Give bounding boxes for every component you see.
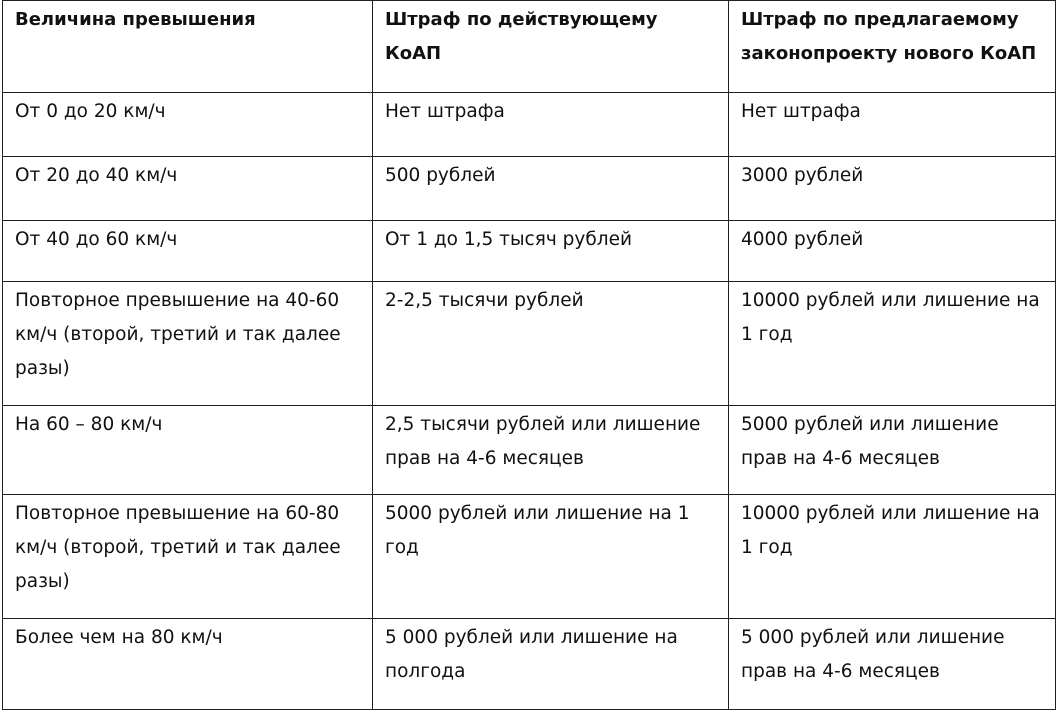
table-cell: 5000 рублей или лишение на 1 год — [373, 495, 729, 619]
table-cell: 5 000 рублей или лишение на полгода — [373, 619, 729, 710]
table-row — [3, 495, 1056, 619]
table-row — [3, 221, 1056, 282]
table-cell: Более чем на 80 км/ч — [3, 619, 373, 710]
table-cell: От 20 до 40 км/ч — [3, 157, 373, 221]
table-cell: От 40 до 60 км/ч — [3, 221, 373, 282]
table-cell: 10000 рублей или лишение на 1 год — [729, 495, 1056, 619]
table-cell: Повторное превышение на 60-80 км/ч (второй, третий и так далее разы) — [3, 495, 373, 619]
table-cell: На 60 – 80 км/ч — [3, 406, 373, 495]
header-cell-current-fine: Штраф по действующему КоАП — [373, 1, 729, 93]
table-cell: 3000 рублей — [729, 157, 1056, 221]
table-cell: Нет штрафа — [373, 93, 729, 157]
table-cell: 4000 рублей — [729, 221, 1056, 282]
table-cell: От 0 до 20 км/ч — [3, 93, 373, 157]
header-cell-proposed-fine: Штраф по предлагаемому законопроекту нового КоАП — [729, 1, 1056, 93]
table-cell: 2,5 тысячи рублей или лишение прав на 4-6 месяцев — [373, 406, 729, 495]
speeding-fines-table — [2, 0, 1056, 710]
table-row — [3, 619, 1056, 710]
table-row — [3, 157, 1056, 221]
table-cell: Повторное превышение на 40-60 км/ч (второй, третий и так далее разы) — [3, 282, 373, 406]
table-row — [3, 93, 1056, 157]
table-row — [3, 282, 1056, 406]
table-cell: 5 000 рублей или лишение прав на 4-6 месяцев — [729, 619, 1056, 710]
table-cell: 10000 рублей или лишение на 1 год — [729, 282, 1056, 406]
table-header-row — [3, 1, 1056, 93]
header-cell-excess: Величина превышения — [3, 1, 373, 93]
table-cell: 5000 рублей или лишение прав на 4-6 месяцев — [729, 406, 1056, 495]
table-row — [3, 406, 1056, 495]
table-cell: 500 рублей — [373, 157, 729, 221]
table-cell: Нет штрафа — [729, 93, 1056, 157]
table-cell: От 1 до 1,5 тысяч рублей — [373, 221, 729, 282]
table-cell: 2-2,5 тысячи рублей — [373, 282, 729, 406]
